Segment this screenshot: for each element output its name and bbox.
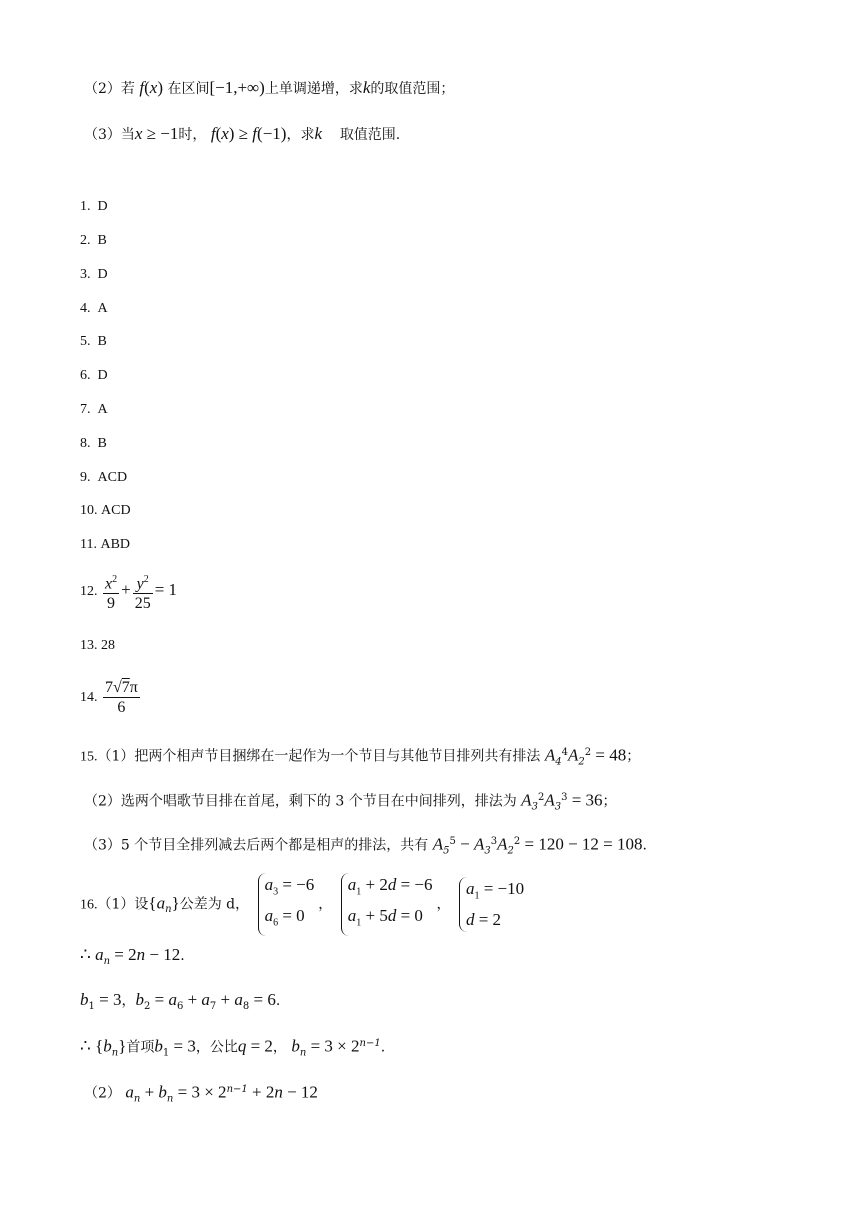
math-fx: f — [139, 78, 145, 97]
fraction: $\frac{7√7\pi}{6}$ — [105, 679, 138, 717]
answer-12: 12. $\frac{x^2}{9}$ + $\frac{y^2}{25}$ = 1 — [80, 570, 177, 613]
question-part-2: （2）若 f(x) 在区间[−1,+∞)上单调递增，求k的取值范围； — [84, 78, 455, 97]
answer-item: 6. D — [80, 368, 108, 383]
solution-16-line-4: ∴ $\{b_n\}$首项$b_1 = 3$，公比q = 2， $b_n = 3 \times 2^{n-1}$. — [80, 1036, 386, 1059]
equation-system: $a_1 + 2d = -6$ $a_1 + 5d = 0$ — [341, 873, 433, 936]
math-interval: [−1,+∞) — [209, 78, 265, 97]
answer-item: 7. A — [80, 402, 108, 417]
solution-15-line-1: 15.（1）把两个相声节目捆绑在一起作为一个节目与其他节目排列共有排法 $A_4^4A_2^2 = 48$； — [80, 745, 641, 768]
answer-item: 8. B — [80, 436, 107, 451]
equation-system: $a_1 = -10$ d = 2 — [459, 877, 524, 932]
answer-item: 3. D — [80, 267, 108, 282]
answer-13: 13. 28 — [80, 638, 115, 653]
answer-item: 10. ACD — [80, 503, 131, 518]
solution-16-line-1: 16.（1）设$\{a_n\}$公差为 d， $a_3 = -6$ $a_6 = 0$ ， $a_1 + 2d = -6$ $a_1 + 5d = 0$ ， $a_1 = -10$ d = 2 — [80, 873, 528, 936]
equation-system: $a_3 = -6$ $a_6 = 0$ — [258, 873, 315, 936]
answer-item: 4. A — [80, 301, 108, 316]
solution-16-line-3: $b_1 = 3$，$b_2 = a_6 + a_7 + a_8 = 6$. — [80, 990, 281, 1012]
answer-item: 9. ACD — [80, 470, 128, 485]
solution-16-line-5: （2） $a_n + b_n = 3 \times 2^{n-1} + 2n - 12$ — [84, 1082, 318, 1105]
solution-16-line-2: ∴ $a_n = 2n - 12$. — [80, 945, 185, 967]
answer-item: 11. ABD — [80, 537, 131, 552]
answer-item: 2. B — [80, 233, 107, 248]
solution-15-line-2: （2）选两个唱歌节目排在首尾，剩下的 3 个节目在中间排列，排法为 $A_3^2A_3^3 = 36$； — [84, 790, 617, 813]
answer-item: 1. D — [80, 199, 108, 214]
fraction: $\frac{y^2}{25}$ — [133, 570, 153, 613]
question-part-3: （3）当x ≥ −1时， f(x) ≥ f(−1)，求k 取值范围. — [84, 124, 401, 143]
fraction: $\frac{x^2}{9}$ — [103, 570, 119, 613]
answer-item: 5. B — [80, 334, 107, 349]
solution-15-line-3: （3）5 个节目全排列减去后两个都是相声的排法，共有 $A_5^5 - A_3^3A_2^2 = 120 - 12 = 108$. — [84, 834, 647, 857]
answer-14: 14. $\frac{7√7\pi}{6}$ — [80, 679, 138, 717]
